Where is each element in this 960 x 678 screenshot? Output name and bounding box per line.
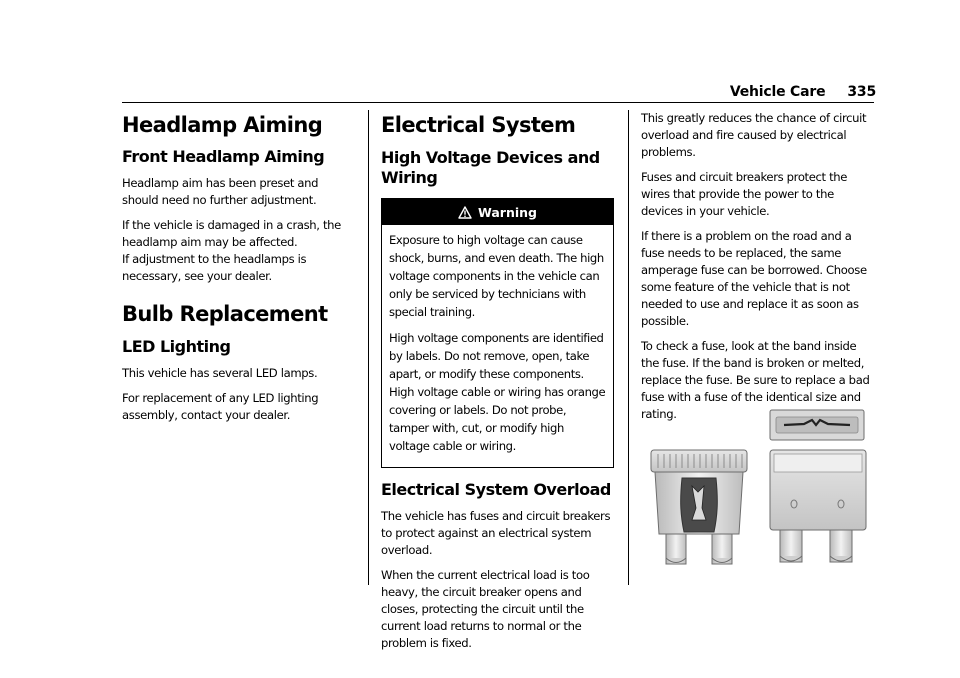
warning-triangle-icon <box>458 206 472 219</box>
warning-paragraph: High voltage components are identified by labels. Do not remove, open, take apart, or modify these components. High voltage cable or wiring has orange covering or labels. Do not probe, tamper with, cut, or modify high voltage cable or wiring. <box>389 331 606 453</box>
heading-electrical-system: Electrical System <box>381 113 576 137</box>
heading-electrical-system-overload: Electrical System Overload <box>381 480 611 499</box>
warning-paragraph: Exposure to high voltage can cause shock, burns, and even death. The high voltage components in the vehicle can only be serviced by technicians with special training. <box>389 233 604 319</box>
paragraph: If there is a problem on the road and a fuse needs to be replaced, the same amperage fuse can be borrowed. Choose some feature of the vehicle that is not needed to use and replace it as soon as possible. <box>641 229 867 328</box>
paragraph: The vehicle has fuses and circuit breakers to protect against an electrical system overload. <box>381 509 611 557</box>
column-divider-1 <box>368 110 369 585</box>
fuse-front-view <box>651 450 747 564</box>
column-1 <box>122 110 357 432</box>
heading-headlamp-aiming: Headlamp Aiming <box>122 113 323 137</box>
paragraph: For replacement of any LED lighting assembly, contact your dealer. <box>122 391 319 422</box>
header-rule <box>122 102 874 103</box>
page-header <box>700 84 876 108</box>
fuse-top-view <box>770 410 864 440</box>
heading-front-headlamp-aiming: Front Headlamp Aiming <box>122 147 325 166</box>
page-number: 335 <box>847 84 876 100</box>
paragraph: Headlamp aim has been preset and should need no further adjustment. <box>122 176 319 207</box>
heading-bulb-replacement: Bulb Replacement <box>122 302 328 326</box>
blade-fuse-illustration <box>644 408 869 568</box>
paragraph-line: If adjustment to the headlamps is necessary, see your dealer. <box>122 252 307 283</box>
paragraph <box>122 217 357 285</box>
paragraph: Fuses and circuit breakers protect the wires that provide the power to the devices in your vehicle. <box>641 170 848 218</box>
paragraph-line: If the vehicle is damaged in a crash, the headlamp aim may be affected. <box>122 218 341 249</box>
warning-body <box>382 225 613 467</box>
warning-title: Warning <box>478 204 537 220</box>
heading-led-lighting: LED Lighting <box>122 337 231 356</box>
fuse-side-view <box>770 450 866 562</box>
warning-box <box>381 198 614 468</box>
column-2 <box>381 110 614 660</box>
paragraph: This vehicle has several LED lamps. <box>122 366 318 380</box>
section-title: Vehicle Care <box>729 84 826 100</box>
warning-header <box>382 199 613 225</box>
paragraph: This greatly reduces the chance of circuit overload and fire caused by electrical problems. <box>641 111 867 159</box>
column-divider-2 <box>628 110 629 585</box>
paragraph: To check a fuse, look at the band inside the fuse. If the band is broken or melted, replace the fuse. Be sure to replace a bad fuse with a fuse of the identical size and rating. <box>641 339 870 421</box>
heading-high-voltage-devices: High Voltage Devices and Wiring <box>381 148 600 187</box>
paragraph: When the current electrical load is too heavy, the circuit breaker opens and closes, protecting the circuit until the current load returns to normal or the problem is fixed. <box>381 568 590 650</box>
column-3 <box>641 110 876 431</box>
